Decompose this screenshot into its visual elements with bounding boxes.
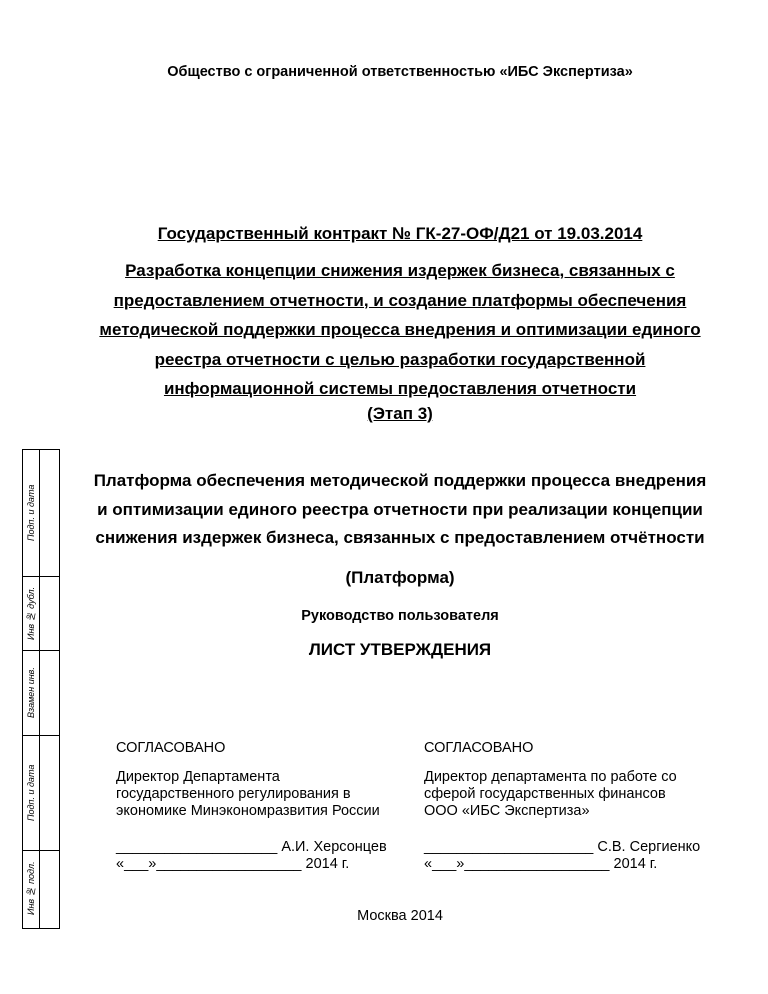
stamp-divider: [39, 450, 40, 928]
platform-title: [60, 467, 740, 553]
approval-header: СОГЛАСОВАНО: [116, 740, 226, 756]
approval-position-line: государственного регулирования в: [116, 786, 351, 802]
platform-title-line: и оптимизации единого реестра отчетности при реализации концепции: [97, 499, 703, 519]
project-title-line: реестра отчетности с целью разработки государственной: [154, 349, 646, 369]
approval-position-line: экономике Минэкономразвития России: [116, 803, 380, 819]
date-line: «___»__________________ 2014 г.: [424, 856, 658, 872]
approval-position-line: сферой государственных финансов: [424, 786, 666, 802]
document-type: Руководство пользователя: [301, 608, 499, 624]
stage-label: (Этап 3): [367, 404, 433, 423]
signature-line: ____________________ А.И. Херсонцев: [116, 839, 387, 855]
approval-header: СОГЛАСОВАНО: [424, 740, 534, 756]
project-title-line: информационной системы предоставления отчетности: [163, 379, 637, 398]
platform-title-line: снижения издержек бизнеса, связанных с предоставлением отчётности: [95, 528, 705, 547]
platform-title-line: Платформа обеспечения методической поддержки процесса внедрения: [93, 471, 707, 490]
stamp-sign-date-label-2: Подп. и дата: [26, 764, 36, 821]
project-title-line: Разработка концепции снижения издержек бизнеса, связанных с: [125, 261, 675, 280]
project-title-line: методической поддержки процесса внедрения и оптимизации единого: [99, 320, 701, 339]
approval-left: [116, 740, 416, 820]
signature-line: _____________________ С.В. Сергиенко: [424, 839, 701, 855]
stamp-orig-inv-label: Инв № подл.: [26, 861, 36, 916]
approval-position-line: Директор Департамента: [116, 769, 280, 785]
city-year: Москва 2014: [357, 908, 443, 924]
approval-position-line: Директор департамента по работе со: [424, 769, 677, 785]
approval-right: [424, 740, 724, 820]
signature-block-right: [424, 839, 700, 873]
project-title-line: предоставлением отчетности, и создание платформы обеспечения: [113, 290, 687, 310]
stamp-replace-inv-label: Взамен инв.: [26, 667, 36, 718]
date-line: «___»__________________ 2014 г.: [116, 856, 350, 872]
signature-block-left: [116, 839, 387, 873]
project-title: [0, 256, 768, 404]
organization-name: Общество с ограниченной ответственностью «ИБС Экспертиза»: [167, 64, 633, 80]
margin-stamp-frame: [22, 449, 60, 929]
approval-position-line: ООО «ИБС Экспертиза»: [424, 803, 590, 819]
stamp-dup-inv-label: Инв № дубл.: [26, 586, 36, 640]
contract-number: Государственный контракт № ГК-27-ОФ/Д21 от 19.03.2014: [157, 224, 643, 243]
sheet-title: ЛИСТ УТВЕРЖДЕНИЯ: [308, 640, 492, 659]
stamp-sign-date-label: Подп. и дата: [26, 484, 36, 542]
platform-short-name: (Платформа): [345, 568, 455, 587]
